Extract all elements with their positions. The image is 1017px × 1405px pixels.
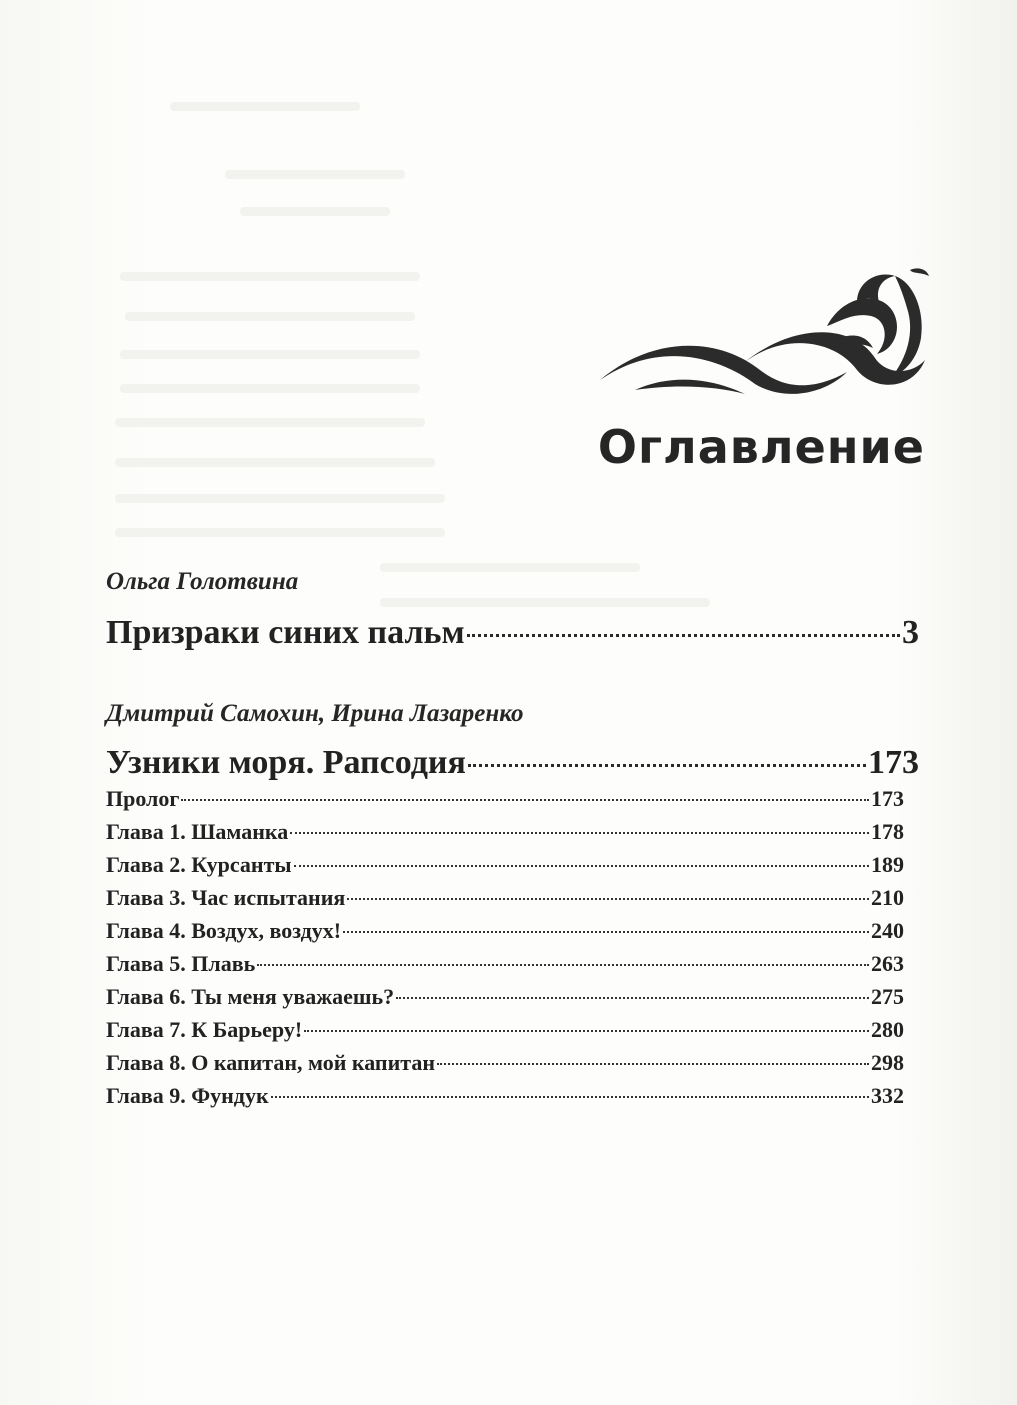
entry-title: Глава 5. Плавь <box>106 951 256 976</box>
entry-page-number: 332 <box>871 1083 904 1108</box>
toc-entry-chapter[interactable] <box>106 918 904 944</box>
entry-page-number: 189 <box>871 852 904 877</box>
leader-dots <box>343 931 869 933</box>
toc-entry-chapter[interactable] <box>106 819 904 845</box>
entry-title: Пролог <box>106 786 180 811</box>
wave-ornament-icon <box>595 262 935 412</box>
entry-page-number: 263 <box>871 951 904 976</box>
section-author: Дмитрий Самохин, Ирина Лазаренко <box>106 700 524 727</box>
bleed-through-line <box>120 350 420 359</box>
bleed-through-line <box>225 170 405 179</box>
entry-page-number: 173 <box>871 786 904 811</box>
leader-dots <box>294 865 869 867</box>
entry-title: Глава 4. Воздух, воздух! <box>106 918 342 943</box>
entry-title: Глава 6. Ты меня уважаешь? <box>106 984 395 1009</box>
leader-dots <box>347 898 869 900</box>
leader-dots <box>257 964 869 966</box>
toc-title: Оглавление <box>597 420 925 474</box>
bleed-through-line <box>380 598 710 607</box>
bleed-through-line <box>115 418 425 427</box>
toc-entry-chapter[interactable] <box>106 1017 904 1043</box>
leader-dots <box>181 799 869 801</box>
leader-dots <box>396 997 869 999</box>
entry-page-number: 298 <box>871 1050 904 1075</box>
entry-page-number: 178 <box>871 819 904 844</box>
leader-dots <box>468 764 866 767</box>
entry-page-number: 210 <box>871 885 904 910</box>
toc-entry-section-title[interactable] <box>106 744 919 782</box>
entry-title: Глава 1. Шаманка <box>106 819 289 844</box>
section-author: Ольга Голотвина <box>106 568 299 595</box>
toc-entry-chapter[interactable] <box>106 951 904 977</box>
entry-title: Глава 7. К Барьеру! <box>106 1017 303 1042</box>
entry-title: Глава 9. Фундук <box>106 1083 269 1108</box>
leader-dots <box>304 1030 869 1032</box>
toc-entry-chapter[interactable] <box>106 885 904 911</box>
toc-entry-chapter[interactable] <box>106 984 904 1010</box>
leader-dots <box>437 1063 869 1065</box>
entry-title: Призраки синих пальм <box>106 614 465 651</box>
toc-entry-chapter[interactable] <box>106 786 904 812</box>
entry-page-number: 3 <box>902 614 919 651</box>
bleed-through-line <box>380 563 640 572</box>
entry-title: Глава 8. О капитан, мой капитан <box>106 1050 436 1075</box>
entry-page-number: 240 <box>871 918 904 943</box>
entry-page-number: 173 <box>868 744 919 781</box>
toc-entry-chapter[interactable] <box>106 1050 904 1076</box>
entry-title: Узники моря. Рапсодия <box>106 744 466 781</box>
bleed-through-line <box>115 458 435 467</box>
entry-title: Глава 2. Курсанты <box>106 852 292 877</box>
bleed-through-line <box>115 528 445 537</box>
bleed-through-line <box>120 384 420 393</box>
bleed-through-line <box>170 102 360 111</box>
bleed-through-line <box>115 494 445 503</box>
leader-dots <box>467 634 900 637</box>
bleed-through-line <box>120 272 420 281</box>
leader-dots <box>290 832 869 834</box>
toc-entry-section-title[interactable] <box>106 614 919 652</box>
leader-dots <box>271 1096 869 1098</box>
entry-page-number: 275 <box>871 984 904 1009</box>
toc-entry-chapter[interactable] <box>106 852 904 878</box>
entry-title: Глава 3. Час испытания <box>106 885 346 910</box>
entry-page-number: 280 <box>871 1017 904 1042</box>
bleed-through-line <box>125 312 415 321</box>
toc-entry-chapter[interactable] <box>106 1083 904 1109</box>
bleed-through-line <box>240 207 390 216</box>
